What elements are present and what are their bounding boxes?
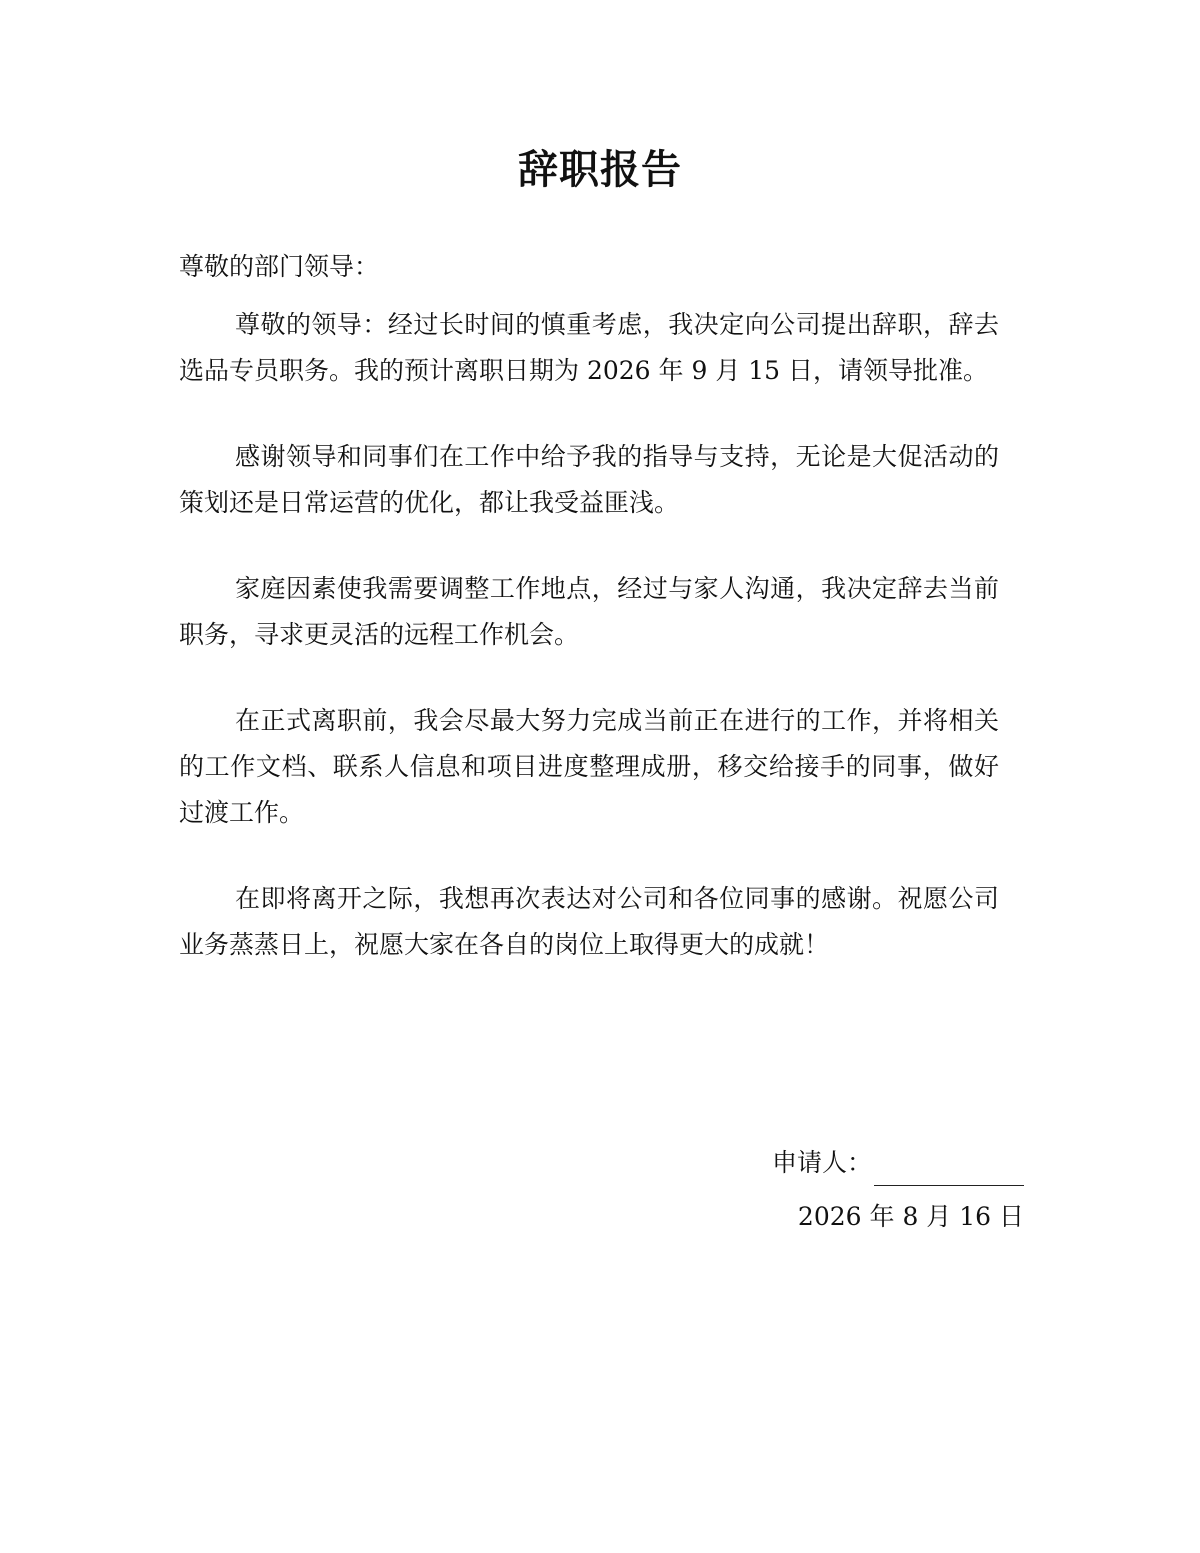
signature-block (640, 1140, 1024, 1240)
signature-date: 2026 年 8 月 16 日 (797, 1202, 1024, 1231)
document-title: 辞职报告 (518, 147, 682, 193)
paragraph-resignation: 尊敬的领导：经过长时间的慎重考虑，我决定向公司提出辞职，辞去选品专员职务。我的预计离职日期为 2026 年 9 月 15 日，请领导批准。 (179, 310, 999, 385)
paragraph-thanks: 感谢领导和同事们在工作中给予我的指导与支持，无论是大促活动的策划还是日常运营的优化，都让我受益匪浅。 (179, 442, 999, 517)
signature-blank-line (874, 1155, 1024, 1186)
paragraph-handover: 在正式离职前，我会尽最大努力完成当前正在进行的工作，并将相关的工作文档、联系人信息和项目进度整理成册，移交给接手的同事，做好过渡工作。 (179, 706, 999, 827)
applicant-label: 申请人： (771, 1148, 872, 1177)
applicant-line (640, 1140, 1024, 1186)
salutation: 尊敬的部门领导： (179, 252, 380, 281)
paragraph-reason: 家庭因素使我需要调整工作地点，经过与家人沟通，我决定辞去当前职务，寻求更灵活的远程工作机会。 (179, 574, 999, 649)
paragraph-closing: 在即将离开之际，我想再次表达对公司和各位同事的感谢。祝愿公司业务蒸蒸日上，祝愿大家在各自的岗位上取得更大的成就！ (179, 884, 999, 959)
document-body (179, 302, 999, 1008)
